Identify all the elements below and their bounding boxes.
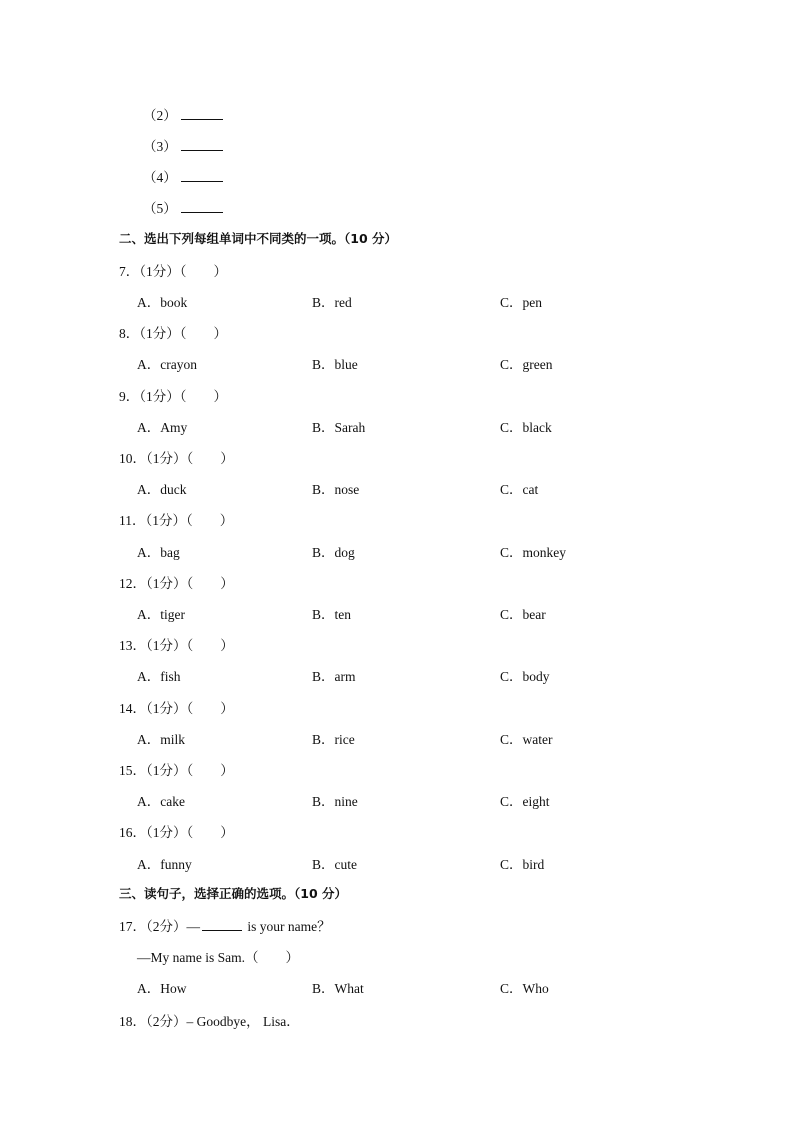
question-17-option-b[interactable]: B．What (312, 981, 364, 996)
question-15-stem: 15．（1分）（ ） (119, 763, 234, 778)
question-14-option-c[interactable]: C．water (500, 732, 553, 747)
question-17-option-a[interactable]: A．How (137, 981, 187, 996)
question-8-option-b[interactable]: B．blue (312, 357, 358, 372)
fill-line-5 (143, 197, 223, 217)
question-11-option-a[interactable]: A．bag (137, 545, 180, 560)
section-2-heading: 二、选出下列每组单词中不同类的一项。（10 分） (119, 231, 397, 246)
question-13-option-b[interactable]: B．arm (312, 669, 356, 684)
question-16-option-c[interactable]: C．bird (500, 857, 545, 872)
question-13-stem: 13．（1分）（ ） (119, 638, 234, 653)
question-9-option-a[interactable]: A．Amy (137, 420, 188, 435)
question-7-option-b[interactable]: B．red (312, 295, 352, 310)
question-14-option-a[interactable]: A．milk (137, 732, 186, 747)
question-7-stem: 7．（1分）（ ） (119, 264, 227, 279)
question-14-stem: 14．（1分）（ ） (119, 701, 234, 716)
question-7-option-a[interactable]: A．book (137, 295, 188, 310)
fill-line-label: （2） (143, 108, 177, 123)
fill-line-4 (143, 166, 223, 186)
question-8-stem: 8．（1分）（ ） (119, 326, 227, 341)
question-7-option-c[interactable]: C．pen (500, 295, 542, 310)
question-11-option-c[interactable]: C．monkey (500, 545, 566, 560)
answer-blank[interactable] (181, 139, 223, 151)
fill-line-label: （4） (143, 170, 177, 185)
answer-blank[interactable] (202, 919, 242, 931)
question-17-option-c[interactable]: C．Who (500, 981, 549, 996)
question-10-stem: 10．（1分）（ ） (119, 451, 234, 466)
question-17-stem (119, 915, 331, 935)
question-15-option-b[interactable]: B．nine (312, 794, 358, 809)
question-10-option-b[interactable]: B．nose (312, 482, 360, 497)
question-12-option-c[interactable]: C．bear (500, 607, 546, 622)
question-11-option-b[interactable]: B．dog (312, 545, 355, 560)
question-9-option-b[interactable]: B．Sarah (312, 420, 366, 435)
question-10-option-a[interactable]: A．duck (137, 482, 187, 497)
fill-line-2 (143, 104, 223, 124)
question-15-option-c[interactable]: C．eight (500, 794, 550, 809)
question-13-option-c[interactable]: C．body (500, 669, 550, 684)
fill-line-label: （5） (143, 201, 177, 216)
question-11-stem: 11．（1分）（ ） (119, 513, 234, 528)
question-8-option-c[interactable]: C．green (500, 357, 553, 372)
question-9-stem: 9．（1分）（ ） (119, 389, 227, 404)
question-12-option-a[interactable]: A．tiger (137, 607, 185, 622)
question-16-option-a[interactable]: A．funny (137, 857, 192, 872)
question-17-prefix: 17．（2分）— (119, 919, 200, 934)
question-16-stem: 16．（1分）（ ） (119, 825, 234, 840)
question-12-stem: 12．（1分）（ ） (119, 576, 234, 591)
answer-blank[interactable] (181, 201, 223, 213)
question-10-option-c[interactable]: C．cat (500, 482, 539, 497)
question-18-stem: 18．（2分）– Goodbye， Lisa． (119, 1014, 300, 1029)
section-3-heading: 三、读句子，选择正确的选项。（10 分） (119, 886, 347, 901)
question-17-answer-line: —My name is Sam.（ ） (137, 950, 299, 965)
fill-line-3 (143, 135, 223, 155)
question-9-option-c[interactable]: C．black (500, 420, 552, 435)
answer-blank[interactable] (181, 108, 223, 120)
fill-line-label: （3） (143, 139, 177, 154)
question-8-option-a[interactable]: A．crayon (137, 357, 197, 372)
answer-blank[interactable] (181, 170, 223, 182)
question-14-option-b[interactable]: B．rice (312, 732, 355, 747)
question-15-option-a[interactable]: A．cake (137, 794, 185, 809)
question-17-suffix: is your name？ (244, 919, 331, 934)
question-16-option-b[interactable]: B．cute (312, 857, 357, 872)
question-13-option-a[interactable]: A．fish (137, 669, 181, 684)
question-12-option-b[interactable]: B．ten (312, 607, 351, 622)
